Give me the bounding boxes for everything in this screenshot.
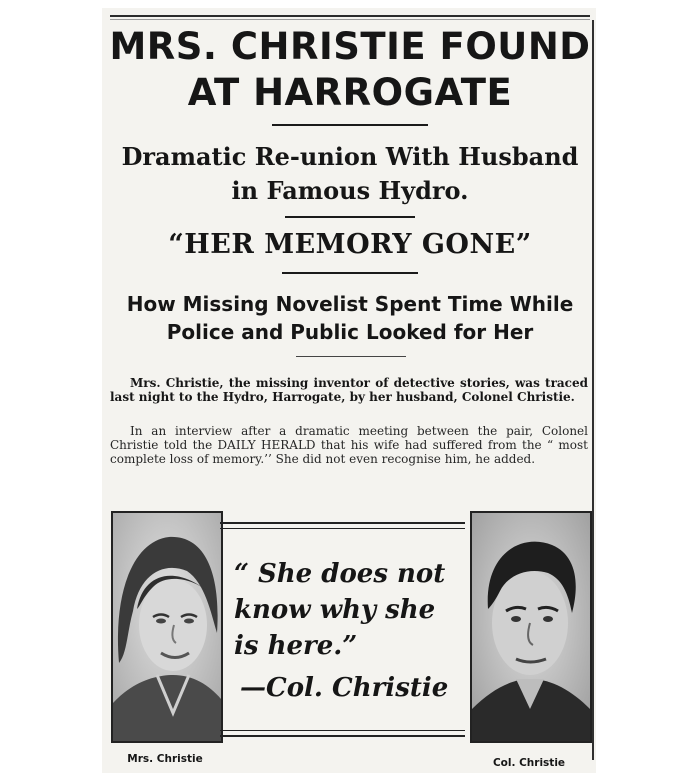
- banner-headline: “HER MEMORY GONE”: [168, 229, 532, 260]
- caption-left: Mrs. Christie: [127, 753, 203, 765]
- quote-line-3: is here.”: [234, 631, 358, 661]
- subhead-line-2: in Famous Hydro.: [231, 176, 469, 205]
- quote-line-1: “ She does not: [234, 559, 446, 589]
- headline-line-2: AT HARROGATE: [187, 71, 513, 114]
- deck-line-2: Police and Public Looked for Her: [166, 320, 534, 344]
- divider-rule: [296, 356, 406, 357]
- divider-rule: [272, 124, 428, 126]
- portrait-illustration: [113, 513, 221, 741]
- quote-rule-bottom: [220, 730, 465, 737]
- deck-line-1: How Missing Novelist Spent Time While: [126, 292, 574, 316]
- column-rule: [592, 20, 594, 760]
- headline-line-1: MRS. CHRISTIE FOUND: [109, 25, 591, 68]
- divider-rule: [285, 216, 415, 218]
- divider-rule: [282, 272, 418, 274]
- caption-right: Col. Christie: [492, 757, 566, 769]
- top-rule: [110, 15, 590, 17]
- quote-rule-top: [220, 522, 465, 529]
- portrait-illustration: [472, 513, 590, 741]
- quote-attribution: —Col. Christie: [240, 673, 449, 703]
- quote-line-2: know why she: [234, 595, 436, 625]
- portrait-photo-mrs-christie: [111, 511, 223, 743]
- portrait-photo-col-christie: [470, 511, 592, 743]
- top-rule-thin: [110, 19, 590, 20]
- article-paragraph: In an interview after a dramatic meeting between the pair, Colonel Christie told the DAILY HERALD that his wife had suffered from the “ most complete loss of memory.’’ She did not even recognise him, he added.: [110, 424, 588, 467]
- subhead-line-1: Dramatic Re-union With Husband: [121, 142, 579, 171]
- article-lead: Mrs. Christie, the missing inventor of detective stories, was traced last night to the Hydro, Harrogate, by her husband, Colonel Christie.: [110, 376, 588, 405]
